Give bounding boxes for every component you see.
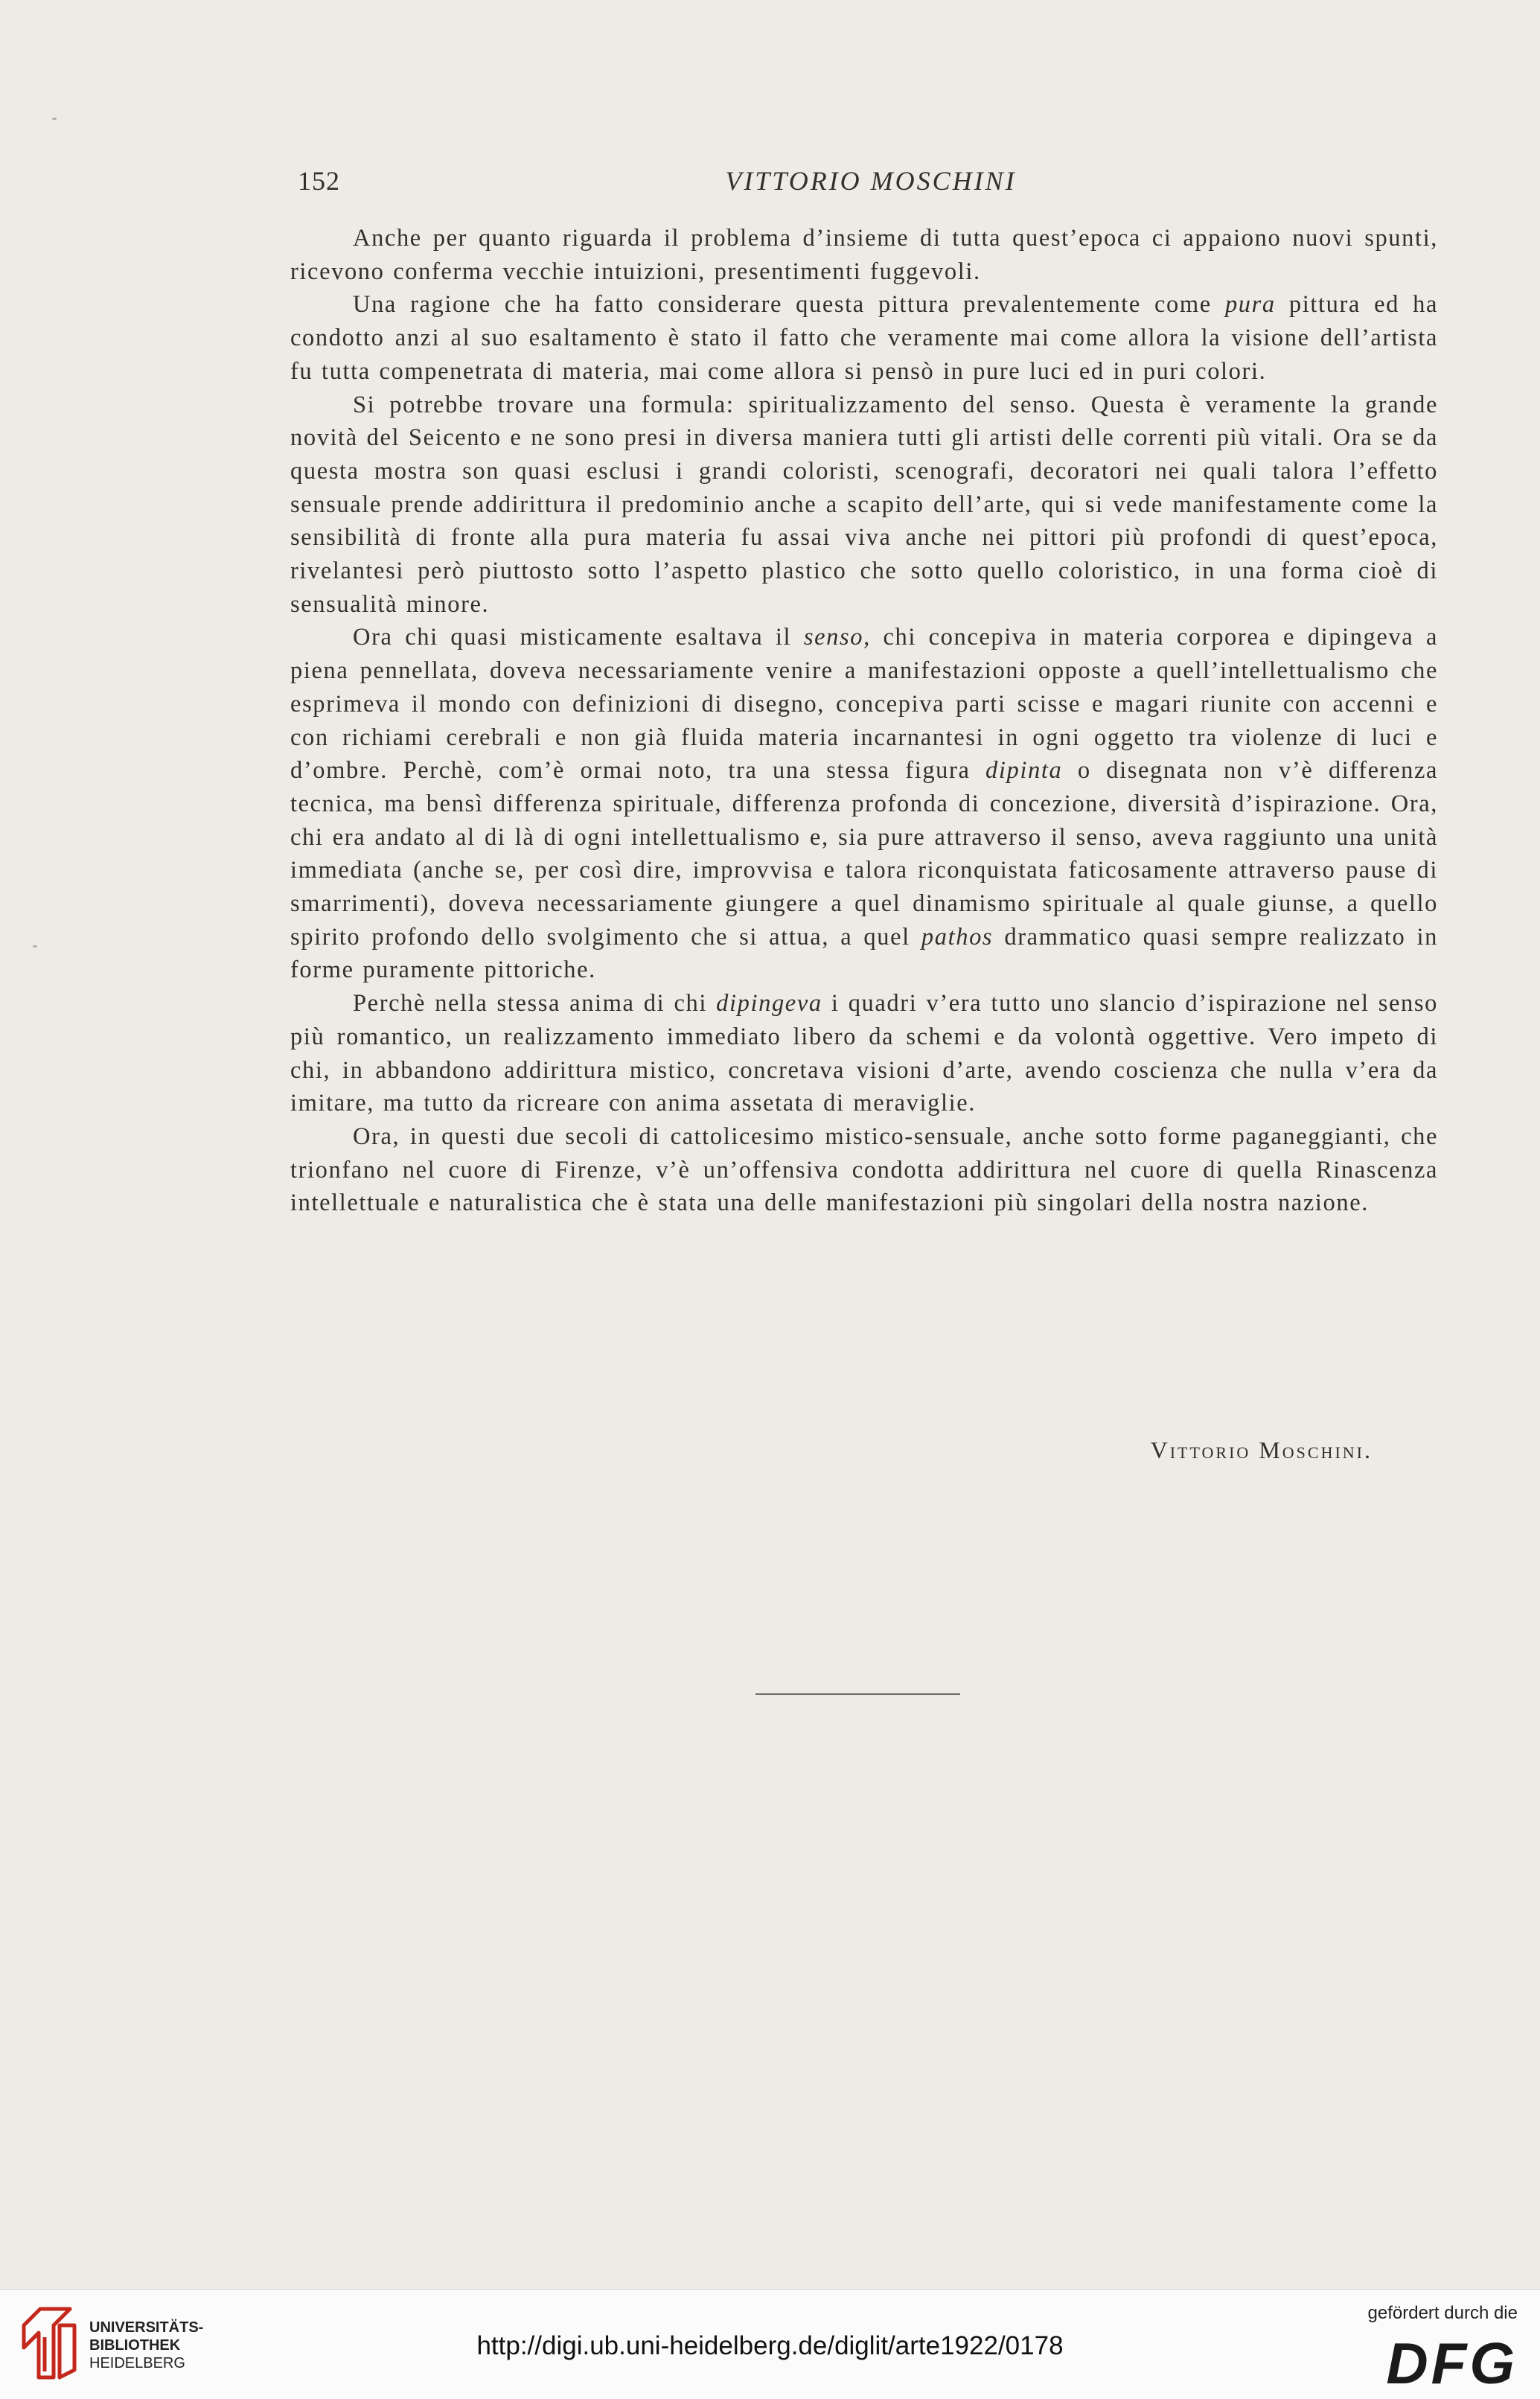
page-header <box>298 165 1444 210</box>
text-run: Ora chi quasi misticamente esaltava il <box>353 624 804 651</box>
speck-mark <box>33 945 37 948</box>
article-body <box>290 222 1438 1220</box>
library-name-line: HEIDELBERG <box>89 2355 185 2371</box>
italic-term: pathos <box>921 923 994 951</box>
library-name-line: UNIVERSITÄTS- <box>89 2319 204 2336</box>
italic-term: senso, <box>803 624 871 651</box>
text-run: Una ragione che ha fatto considerare questa pittura prevalentemente come <box>353 291 1225 319</box>
paragraph: Ora, in questi due secoli di cattolicesimo mistico-sensuale, anche sotto forme paganeggianti, che trionfano nel cuore di Firenze, v’è un’offensiva condotta addirittura nel cuore di quella Rinascenza intellettuale e naturalistica che è stata una delle manifestazioni più singolari della nostra nazione. <box>290 1122 1438 1217</box>
page-number: 152 <box>298 166 340 196</box>
italic-term: dipingeva <box>716 990 822 1018</box>
paragraph: Anche per quanto riguarda il problema d’insieme di tutta quest’epoca ci appaiono nuovi spunti, ricevono conferma vecchie intuizioni, presentimenti fuggevoli. <box>290 225 1438 285</box>
end-rule <box>755 1693 960 1695</box>
dfg-logo: DFG <box>1386 2331 1518 2396</box>
paragraph <box>290 987 1438 1120</box>
speck-mark <box>52 118 57 120</box>
running-title: VITTORIO MOSCHINI <box>725 166 1017 196</box>
funding-caption: gefördert durch die <box>1367 2303 1518 2323</box>
footer-bar <box>0 2289 1540 2399</box>
text-run: pittura ed ha condotto anzi al suo esaltamento è stato il fatto che veramente mai come allora la visione dell’artista fu tutta compenetrata di materia, mai come allora si pensò in pure luci ed in puri colori. <box>290 291 1438 385</box>
text-run: Perchè nella stessa anima di chi <box>353 990 717 1018</box>
library-name-line: BIBLIOTHEK <box>89 2337 181 2354</box>
paragraph <box>290 621 1438 987</box>
permalink-url[interactable]: http://digi.ub.uni-heidelberg.de/diglit/arte1922/0178 <box>476 2331 1064 2360</box>
italic-term: pura <box>1224 291 1276 319</box>
text-run: i quadri v’era tutto uno slancio d’ispirazione nel senso più romantico, un realizzamento immediato libero da schemi e da volontà oggettive. Vero impeto di chi, in abbandono addirittura mistico, concretava visioni d’arte, avendo coscienza che nulla v’era da imitare, ma tutto da ricreare con anima assetata di meraviglie. <box>290 990 1438 1117</box>
text-run: chi concepiva in materia corporea e dipingeva a piena pennellata, doveva necessariamente venire a manifestazioni opposte a quell’intellettualismo che esprimeva il mondo con definizioni di disegno, concepiva parti scisse e magari riunite con accenni e con richiami cerebrali e non già fluida materia incarnantesi in ogni oggetto tra violenze di luci e d’ombre. Perchè, com’è ormai noto, tra una stessa figura <box>290 624 1438 785</box>
text-run: drammatico quasi sempre realizzato in forme puramente pittoriche. <box>290 923 1438 984</box>
paragraph <box>290 288 1438 388</box>
italic-term: dipinta <box>985 757 1063 785</box>
text-run: o disegnata non v’è differenza tecnica, ma bensì differenza spirituale, differenza profonda di concezione, diversità d’ispirazione. Ora, chi era andato al di là di ogni intellettualismo e, sia pure attraverso il senso, aveva raggiunto una unità immediata (anche se, per così dire, improvvisa e talora riconquistata faticosamente attraverso pause di smarrimenti), doveva necessariamente giungere a quel dinamismo spirituale al quale giunse, a quello spirito profondo dello svolgimento che si attua, a quel <box>290 757 1438 951</box>
paragraph: Si potrebbe trovare una formula: spiritualizzamento del senso. Questa è veramente la grande novità del Seicento e ne sono presi in diversa maniera tutti gli artisti delle correnti più vitali. Ora se da questa mostra son quasi esclusi i grandi coloristi, scenografi, decoratori nei quali talora l’effetto sensuale prende addirittura il predominio anche a scapito dell’arte, qui si vede manifestamente come la sensibilità di fronte alla pura materia fu assai viva anche nei pittori più profondi di quest’epoca, rivelantesi però piuttosto sotto l’aspetto plastico che sotto quello coloristico, in una forma cioè di sensualità minore. <box>290 391 1438 618</box>
author-signature: Vittorio Moschini. <box>1150 1437 1373 1463</box>
